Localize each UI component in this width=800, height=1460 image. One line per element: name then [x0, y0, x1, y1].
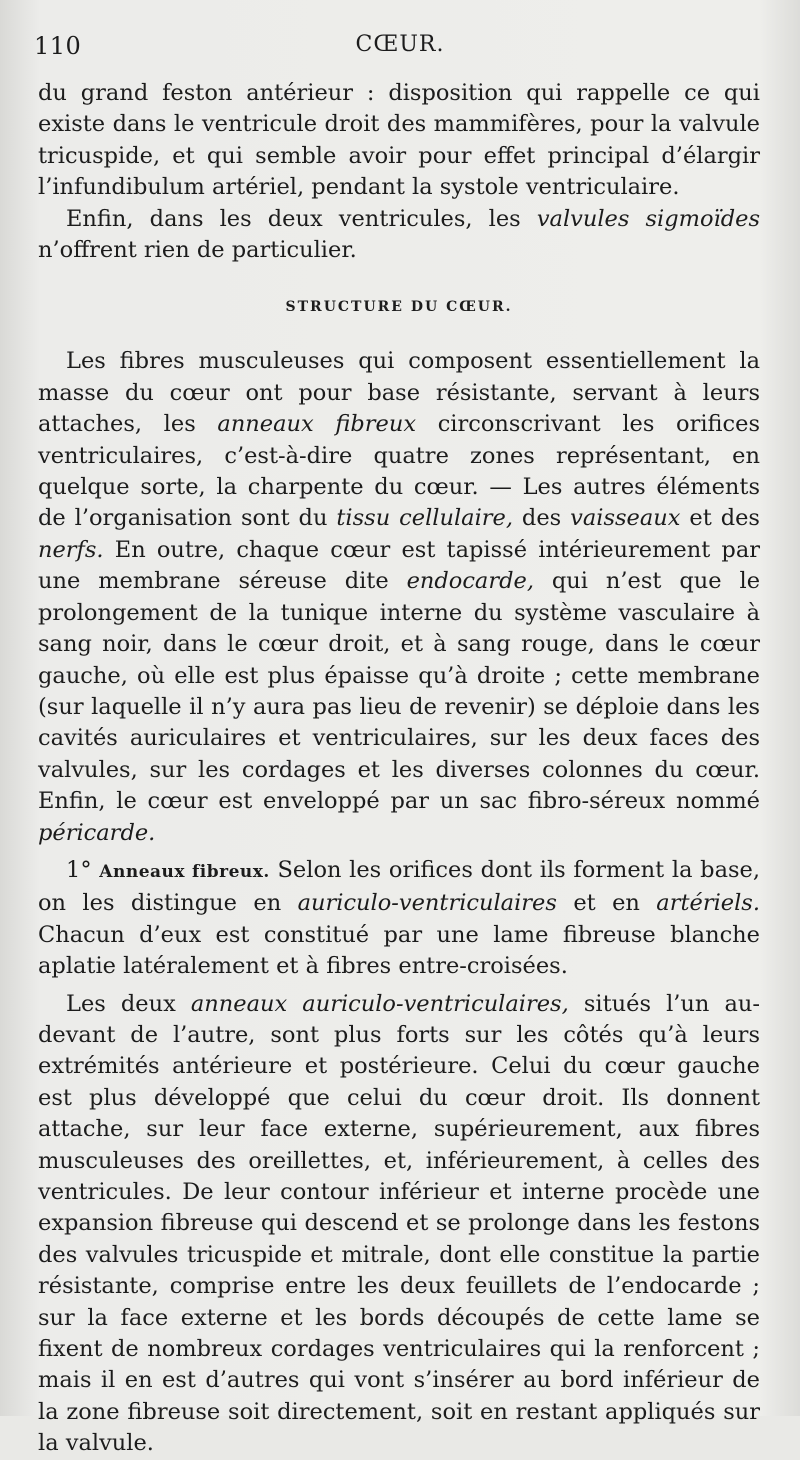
paragraph-structure [38, 346, 760, 849]
paragraph-fibrous-rings [38, 855, 760, 983]
text-run: circonscrivant les orifices ventriculaires, c’est-à-dire quatre zones représentant, en quelque sorte, la charpente du cœur. — Les autres éléments de l’organisation sont du [38, 411, 761, 532]
italic-term: endocarde, [406, 568, 534, 595]
text-run: Selon les orifices dont ils forment la base, on les distingue en [38, 856, 761, 917]
italic-term: valvules sigmoïdes [536, 205, 760, 232]
italic-term: artériels. [656, 890, 760, 917]
section-number: 1° [66, 856, 92, 883]
section-title: STRUCTURE DU CŒUR. [285, 299, 513, 316]
text-run: et en [556, 890, 657, 917]
italic-term: anneaux auriculo-ventriculaires, [190, 990, 569, 1017]
italic-term: vaisseaux [570, 505, 681, 532]
italic-term: nerfs. [38, 536, 104, 563]
text-run: Les deux [66, 990, 191, 1017]
running-title: CŒUR. [355, 32, 445, 57]
page-header [30, 30, 770, 64]
italic-term: tissu cellulaire, [336, 505, 513, 532]
text-run: et des [680, 505, 760, 532]
text-run: En outre, chaque cœur est tapissé intérieurement par une membrane séreuse dite [38, 536, 760, 595]
italic-term: anneaux fibreux [217, 411, 417, 438]
text-run: situés l’un au-devant de l’autre, sont plus forts sur les côtés qu’à leurs extrémités antérieure et postérieure. Celui du cœur gauche est plus développé que celui du cœur droit. Ils donnent attache, sur leur face externe, supérieurement, aux fibres musculeuses des oreillettes, et, inférieurement, à celles des ventricules. De leur contour inférieur et interne procède une expansion fibreuse qui descend et se prolonge dans les festons des valvules tricuspide et mitrale, dont elle constitue la partie résistante, comprise entre les deux feuillets de l’endocarde ; sur la face externe et les bords découpés de cette lame se fixent de nombreux cordages ventriculaires qui la renforcent ; mais il en est d’autres qui vont s’insérer au bord inférieur de la zone fibreuse soit directement, soit en restant appliqués sur la valvule. [38, 990, 761, 1457]
text-run: Enfin, dans les deux ventricules, les [66, 205, 537, 232]
text-run: des [512, 505, 571, 532]
text-run: Chacun d’eux est constitué par une lame fibreuse blanche aplatie latéralement et à fibres entre-croisées. [38, 921, 760, 980]
text-run: qui n’est que le prolongement de la tunique interne du système vasculaire à sang noir, dans le cœur droit, et à sang rouge, dans le cœur gauche, où elle est plus épaisse qu’à droite ; cette membrane (sur laquelle il n’y aura pas lieu de revenir) se déploie dans les cavités auriculaires et ventriculaires, sur les deux faces des valvules, sur les cordages et les diverses colonnes du cœur. Enfin, le cœur est enveloppé par un sac fibro-séreux nommé [38, 568, 761, 815]
paragraph-sigmoid-valves [38, 204, 760, 267]
paragraph-auriculo-ventricular [38, 989, 760, 1460]
italic-term: péricarde. [38, 819, 156, 846]
subsection-heading: Anneaux fibreux. [99, 861, 270, 882]
paragraph-continued: du grand feston antérieur : disposition qui rappelle ce qui existe dans le ventricule droit des mammifères, pour la valvule tricuspide, et qui semble avoir pour effet principal d’élargir l’infundibulum artériel, pendant la systole ventriculaire. [38, 80, 760, 201]
page-number: 110 [34, 32, 82, 60]
page-body [38, 78, 760, 1460]
text-run: n’offrent rien de particulier. [38, 237, 357, 264]
italic-term: auriculo-ventriculaires [297, 890, 557, 917]
text-run: Les fibres musculeuses qui composent essentiellement la masse du cœur ont pour base résistante, servant à leurs attaches, les [38, 348, 760, 438]
